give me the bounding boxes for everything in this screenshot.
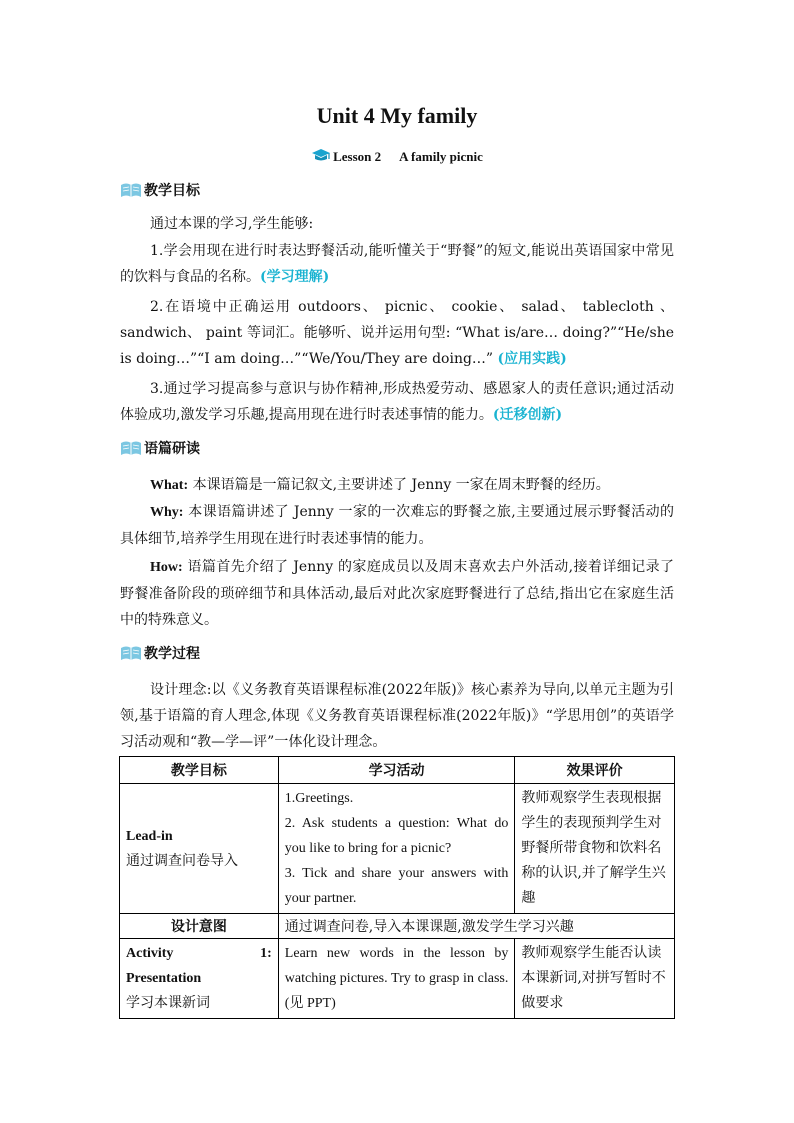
table-header-eval: 效果评价	[515, 757, 675, 784]
row1-goal-cn: 通过调查问卷导入	[126, 852, 238, 869]
table-row	[120, 784, 675, 914]
lesson-subtitle	[0, 148, 794, 168]
row1-activity-3: 3. Tick and share your answers with your partner.	[284, 866, 509, 906]
graduation-cap-icon	[311, 148, 331, 168]
table-row	[120, 939, 675, 1019]
lesson-plan-table	[119, 756, 675, 1019]
book-icon	[120, 181, 142, 203]
row1-activity-2: 2. Ask students a question: What do you like to bring for a picnic?	[284, 816, 509, 856]
book-icon	[120, 644, 142, 666]
design-concept: 设计理念:以《义务教育英语课程标准(2022年版)》核心素养为导向,以单元主题为引领,基于语篇的育人理念,体现《义务教育英语课程标准(2022年版)》“学思用创”的英语学习活动观和“教—学—评”一体化设计理念。	[120, 682, 674, 750]
table-header-row	[120, 757, 675, 784]
book-icon	[120, 439, 142, 461]
objective-item-1: 1.学会用现在进行时表达野餐活动,能听懂关于“野餐”的短文,能说出英语国家中常见的饮料与食品的名称。(学习理解)	[120, 243, 674, 285]
row2-goal-cn: 学习本课新词	[126, 995, 210, 1011]
row1-goal	[120, 784, 279, 914]
row1-goal-en: Lead-in	[126, 828, 173, 844]
section-heading-text-study: 语篇研读	[120, 438, 200, 461]
text-study-why: Why: 本课语篇讲述了 Jenny 一家的一次难忘的野餐之旅,主要通过展示野餐活动的具体细节,培养学生用现在进行时表述事情的能力。	[120, 504, 674, 547]
lesson-number: Lesson 2	[333, 149, 382, 164]
section-heading-process: 教学过程	[120, 643, 200, 666]
table-header-goal: 教学目标	[120, 757, 279, 784]
row2-eval: 教师观察学生能否认读本课新词,对拼写暂时不做要求	[515, 939, 675, 1019]
row1-activity	[278, 784, 515, 914]
row1-activity-1: 1.Greetings.	[284, 791, 354, 806]
design-label: 设计意图	[120, 914, 279, 939]
table-row-design	[120, 914, 675, 939]
row2-goal-en-2: Presentation	[126, 971, 202, 986]
lesson-name: A family picnic	[399, 149, 483, 164]
text-study-what: What: 本课语篇是一篇记叙文,主要讲述了 Jenny 一家在周末野餐的经历。	[150, 477, 610, 493]
row2-goal-en-line: Activity 1:	[126, 946, 272, 961]
design-text: 通过调查问卷,导入本课课题,激发学生学习兴趣	[278, 914, 674, 939]
page-title: Unit 4 My family	[316, 103, 478, 128]
text-study-how: How: 语篇首先介绍了 Jenny 的家庭成员以及周末喜欢去户外活动,接着详细记录了野餐准备阶段的琐碎细节和具体活动,最后对此次家庭野餐进行了总结,指出它在家庭生活中的特殊意义。	[120, 559, 674, 628]
objective-item-3: 3.通过学习提高参与意识与协作精神,形成热爱劳动、感恩家人的责任意识;通过活动体验成功,激发学习乐趣,提高用现在进行时表述事情的能力。(迁移创新)	[120, 381, 674, 423]
objectives-intro: 通过本课的学习,学生能够:	[150, 216, 314, 232]
row2-goal	[120, 939, 279, 1019]
section-heading-objectives: 教学目标	[120, 180, 200, 203]
table-header-activity: 学习活动	[278, 757, 515, 784]
objective-item-2: 2.在语境中正确运用 outdoors、 picnic、 cookie、 salad、 tablecloth 、sandwich、 paint 等词汇。能够听、说并运用句型: “What is/are… doing?”“He/she is doing…”“I am doing…”“We/You/They are doing…” (应用实践)	[120, 299, 674, 367]
row2-activity: Learn new words in the lesson by watching pictures. Try to grasp in class.(见 PPT)	[278, 939, 515, 1019]
row1-eval: 教师观察学生表现根据学生的表现预判学生对野餐所带食物和饮料名称的认识,并了解学生兴趣	[515, 784, 675, 914]
